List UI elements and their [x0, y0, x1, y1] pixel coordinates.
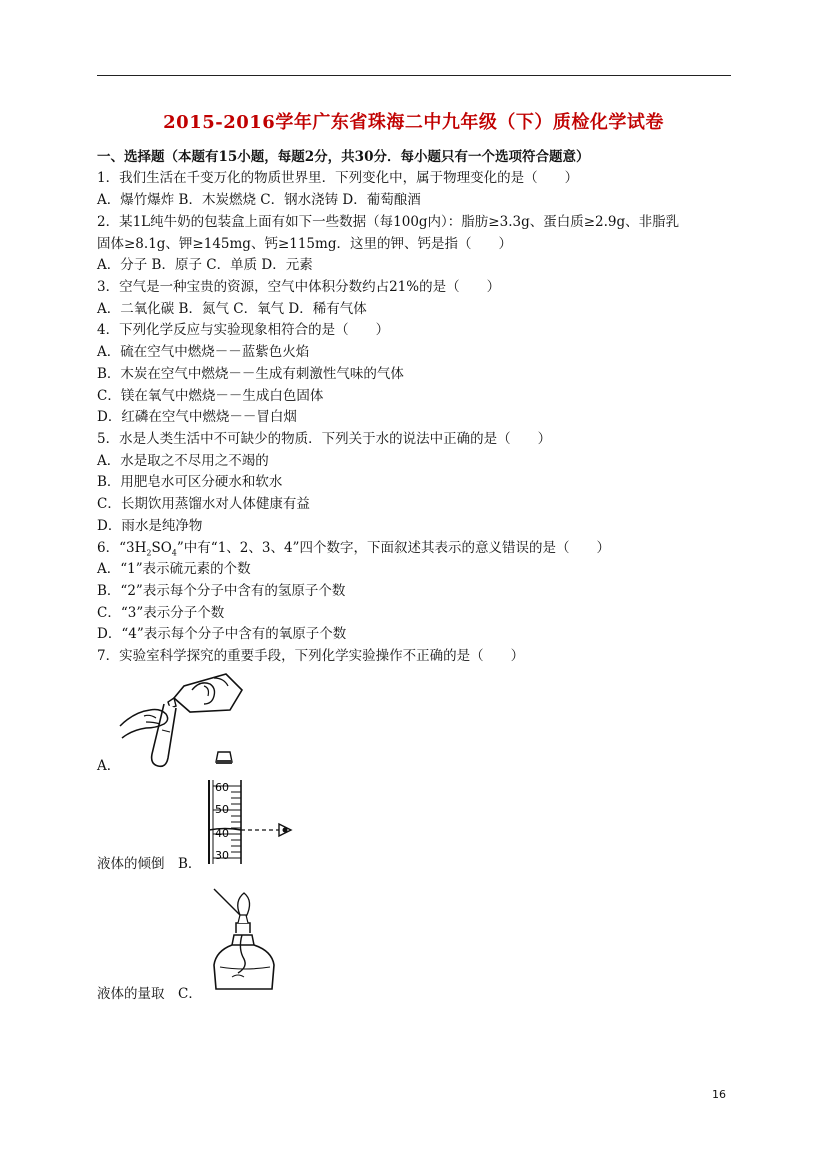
tick-label: 40 — [215, 827, 229, 840]
page-number: 16 — [712, 1088, 726, 1101]
question-line: B．木炭在空气中燃烧－－生成有刺激性气味的气体 — [97, 366, 404, 382]
question-line: B．“2”表示每个分子中含有的氢原子个数 — [97, 583, 346, 599]
question-line: D．红磷在空气中燃烧－－冒白烟 — [97, 409, 297, 425]
q6-suffix: ”中有“1、2、3、4”四个数字，下面叙述其表示的意义错误的是（ ） — [176, 540, 610, 556]
tick-label: 30 — [215, 849, 229, 862]
tick-label: 60 — [215, 781, 229, 794]
question-line: A．硫在空气中燃烧－－蓝紫色火焰 — [97, 344, 310, 360]
q6-prefix: 6．“ — [97, 540, 126, 556]
section-heading: 一、选择题（本题有15小题，每题2分，共30分．每小题只有一个选项符合题意） — [97, 149, 590, 165]
question-line: 1．我们生活在千变万化的物质世界里．下列变化中，属于物理变化的是（ ） — [97, 170, 579, 186]
question-6-line — [97, 536, 610, 558]
formula-subscript: 4 — [171, 548, 177, 558]
option-label: A． — [97, 758, 121, 774]
pouring-liquid-figure — [118, 668, 246, 768]
question-line: A．爆竹爆炸 B．木炭燃烧 C．钢水浇铸 D．葡萄酿酒 — [97, 192, 421, 208]
formula-part: SO — [151, 540, 172, 556]
question-line: 2．某1L纯牛奶的包装盒上面有如下一些数据（每100g内）：脂肪≥3.3g、蛋白质≥2.9g、非脂乳 — [97, 214, 680, 230]
question-line: 4．下列化学反应与实验现象相符合的是（ ） — [97, 322, 390, 338]
question-line: C．“3”表示分子个数 — [97, 605, 225, 621]
figure-caption: 液体的量取 C． — [97, 986, 202, 1002]
question-line: A．分子 B．原子 C．单质 D．元素 — [97, 257, 313, 273]
question-line: 3．空气是一种宝贵的资源，空气中体积分数约占21%的是（ ） — [97, 279, 501, 295]
tick-label: 50 — [215, 803, 229, 816]
question-line: C．长期饮用蒸馏水对人体健康有益 — [97, 496, 310, 512]
header-rule — [97, 75, 731, 76]
question-line: A．“1”表示硫元素的个数 — [97, 561, 251, 577]
formula-part: 3H — [126, 540, 147, 556]
question-line: A．二氧化碳 B．氮气 C．氧气 D．稀有气体 — [97, 301, 367, 317]
formula-subscript: 2 — [146, 548, 152, 558]
page-title: 2015-2016学年广东省珠海二中九年级（下）质检化学试卷 — [163, 112, 664, 133]
figure-caption: 液体的倾倒 B． — [97, 856, 202, 872]
alcohol-lamp-figure — [210, 885, 280, 997]
question-line: C．镁在氧气中燃烧－－生成白色固体 — [97, 388, 324, 404]
question-line: 固体≥8.1g、钾≥145mg、钙≥115mg．这里的钾、钙是指（ ） — [97, 236, 512, 252]
question-line: A．水是取之不尽用之不竭的 — [97, 453, 269, 469]
question-line: 5．水是人类生活中不可缺少的物质．下列关于水的说法中正确的是（ ） — [97, 431, 552, 447]
graduated-cylinder-figure — [205, 778, 300, 868]
question-line: D．雨水是纯净物 — [97, 518, 203, 534]
question-line: 7．实验室科学探究的重要手段，下列化学实验操作不正确的是（ ） — [97, 648, 525, 664]
question-line: D．“4”表示每个分子中含有的氧原子个数 — [97, 626, 347, 642]
question-line: B．用肥皂水可区分硬水和软水 — [97, 474, 283, 490]
